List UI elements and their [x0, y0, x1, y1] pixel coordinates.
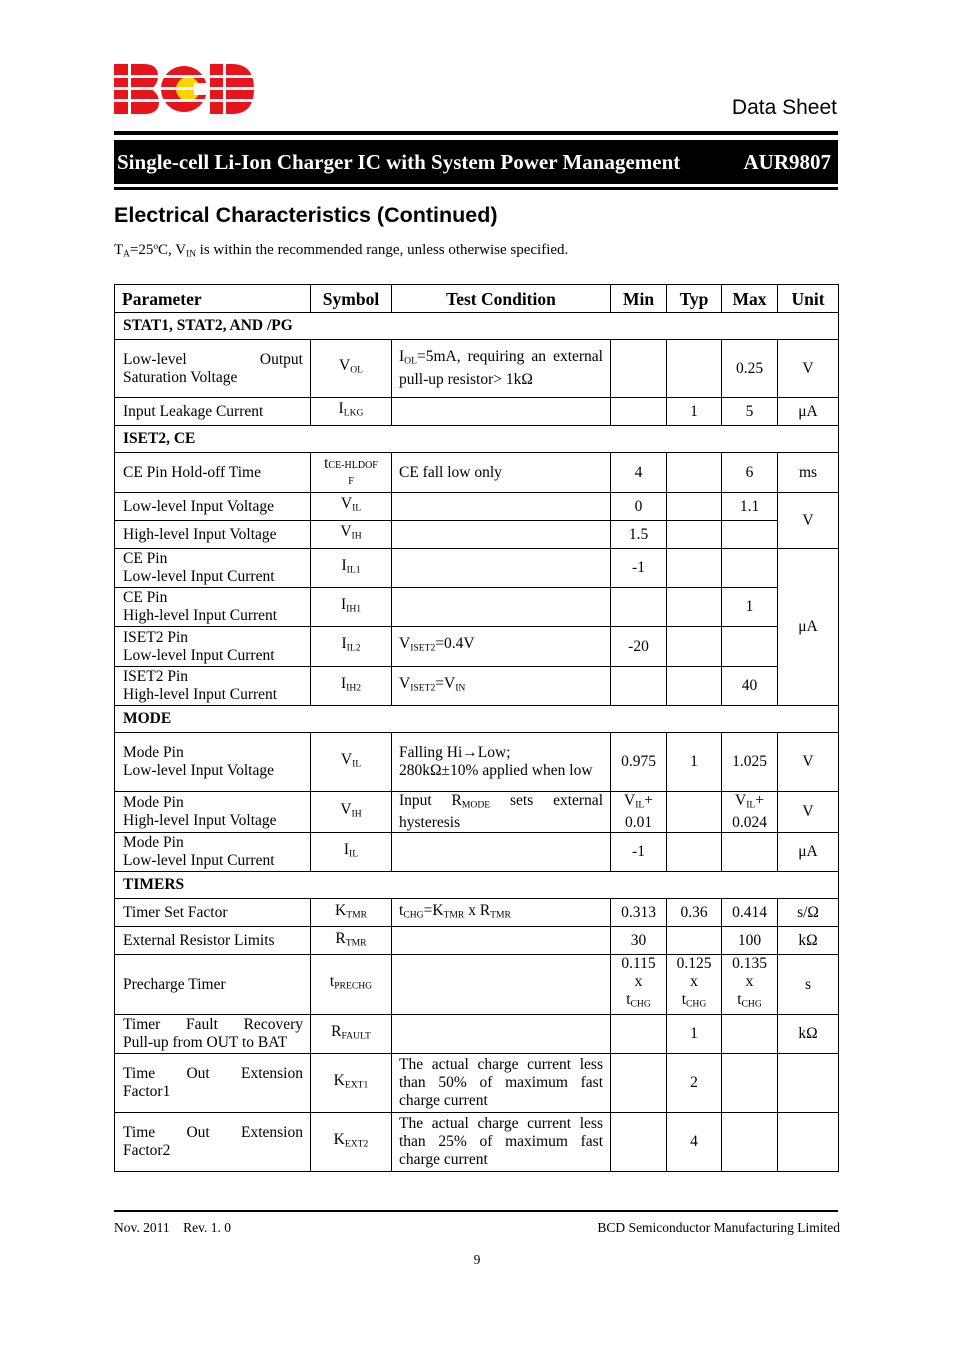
table-row	[115, 398, 839, 426]
header-test-condition: Test Condition	[392, 285, 611, 313]
table-row	[115, 588, 839, 627]
section-mode: MODE	[115, 706, 839, 733]
unit-cell: kΩ	[778, 1014, 839, 1053]
typ-cell: 2	[667, 1053, 722, 1112]
section-iset2-ce: ISET2, CE	[115, 426, 839, 453]
table-row	[115, 453, 839, 493]
typ-cell	[667, 588, 722, 627]
typ-cell	[667, 453, 722, 493]
table-row	[115, 792, 839, 833]
max-cell: 0.414	[722, 899, 778, 927]
condition-cell: $V_{ISET2}=0.4V$	[392, 627, 611, 667]
max-cell: 0.25	[722, 340, 778, 398]
table-row	[115, 493, 839, 521]
symbol-cell: $V_{IL}$	[311, 493, 392, 521]
section-row	[115, 706, 839, 733]
condition-cell: The actual charge current less than 25% of maximum fast charge current	[392, 1112, 611, 1171]
typ-cell: 4	[667, 1112, 722, 1171]
param-cell: Time Out Extension Factor2	[115, 1112, 311, 1171]
min-cell: $V_{IL}+$ 0.01	[611, 792, 667, 833]
table-row	[115, 667, 839, 706]
unit-cell: s/Ω	[778, 899, 839, 927]
condition-cell: Falling Hi→Low; 280kΩ±10% applied when low	[392, 733, 611, 792]
condition-cell: Input $R_{MODE}$ sets external hysteresis	[392, 792, 611, 833]
unit-cell: V	[778, 792, 839, 833]
section-stat: STAT1, STAT2, AND /PG	[115, 313, 839, 340]
page-number: 9	[473, 1252, 481, 1267]
condition-cell	[392, 493, 611, 521]
param-cell: Timer Set Factor	[115, 899, 311, 927]
header-typ: Typ	[667, 285, 722, 313]
min-cell: -1	[611, 833, 667, 872]
param-cell: High-level Input Voltage	[115, 521, 311, 549]
table-row	[115, 549, 839, 588]
table-header-row	[115, 285, 839, 313]
unit-cell: V	[778, 733, 839, 792]
header-symbol: Symbol	[311, 285, 392, 313]
symbol-cell: $K_{EXT1}$	[311, 1053, 392, 1112]
typ-cell: 1	[667, 733, 722, 792]
condition-cell: The actual charge current less than 50% of maximum fast charge current	[392, 1053, 611, 1112]
symbol-cell: $I_{IH1}$	[311, 588, 392, 627]
param-cell: External Resistor Limits	[115, 927, 311, 955]
header-rule	[114, 131, 838, 135]
document-title: Single-cell Li-Ion Charger IC with System Power Management	[117, 149, 681, 174]
section-row	[115, 313, 839, 340]
unit-cell: V	[778, 493, 839, 549]
typ-cell	[667, 667, 722, 706]
typ-cell: 0.125 x $t_{CHG}$	[667, 955, 722, 1014]
table-row	[115, 340, 839, 398]
min-cell	[611, 1053, 667, 1112]
unit-cell	[778, 1053, 839, 1112]
param-cell: Mode Pin Low-level Input Voltage	[115, 733, 311, 792]
max-cell: 1.025	[722, 733, 778, 792]
min-cell	[611, 1014, 667, 1053]
param-cell: Low-level Input Voltage	[115, 493, 311, 521]
max-cell	[722, 627, 778, 667]
min-cell: 0.975	[611, 733, 667, 792]
table-row	[115, 927, 839, 955]
param-cell: Timer Fault Recovery Pull-up from OUT to BAT	[115, 1014, 311, 1053]
min-cell: 0.115 x $t_{CHG}$	[611, 955, 667, 1014]
footer-company: BCD Semiconductor Manufacturing Limited	[597, 1220, 840, 1235]
min-cell: 0.313	[611, 899, 667, 927]
condition-cell	[392, 833, 611, 872]
symbol-cell: $V_{IH}$	[311, 792, 392, 833]
table-row	[115, 627, 839, 667]
typ-cell	[667, 833, 722, 872]
symbol-cell: $I_{IL2}$	[311, 627, 392, 667]
typ-cell	[667, 549, 722, 588]
condition-cell	[392, 549, 611, 588]
max-cell: 1.1	[722, 493, 778, 521]
param-cell: Input Leakage Current	[115, 398, 311, 426]
table-row	[115, 899, 839, 927]
title-rule	[114, 187, 838, 190]
unit-cell: μA	[778, 549, 839, 706]
min-cell: 4	[611, 453, 667, 493]
param-cell: CE Pin High-level Input Current	[115, 588, 311, 627]
max-cell	[722, 1053, 778, 1112]
typ-cell	[667, 792, 722, 833]
test-conditions-note: $T_A=25^oC$, $V_{IN}$ is within the recommended range, unless otherwise specified.	[114, 241, 569, 260]
symbol-cell: $R_{FAULT}$	[311, 1014, 392, 1053]
condition-cell	[392, 927, 611, 955]
section-heading: Electrical Characteristics (Continued)	[114, 203, 498, 227]
section-row	[115, 872, 839, 899]
condition-cell: $I_{OL}=5mA$, requiring an external pull-up resistor> 1kΩ	[392, 340, 611, 398]
condition-cell	[392, 955, 611, 1014]
max-cell: 6	[722, 453, 778, 493]
header-min: Min	[611, 285, 667, 313]
unit-cell: V	[778, 340, 839, 398]
param-cell: Time Out Extension Factor1	[115, 1053, 311, 1112]
symbol-cell: $t_{PRECHG}$	[311, 955, 392, 1014]
param-cell: Low-level Output Saturation Voltage	[115, 340, 311, 398]
condition-cell	[392, 1014, 611, 1053]
section-timers: TIMERS	[115, 872, 839, 899]
min-cell	[611, 588, 667, 627]
symbol-cell: $K_{TMR}$	[311, 899, 392, 927]
table-row	[115, 1014, 839, 1053]
typ-cell	[667, 493, 722, 521]
symbol-cell: $I_{IH2}$	[311, 667, 392, 706]
section-row	[115, 426, 839, 453]
unit-cell: ms	[778, 453, 839, 493]
condition-cell	[392, 521, 611, 549]
param-cell: Mode Pin Low-level Input Current	[115, 833, 311, 872]
symbol-cell: $I_{LKG}$	[311, 398, 392, 426]
param-cell: ISET2 Pin Low-level Input Current	[115, 627, 311, 667]
typ-cell	[667, 521, 722, 549]
max-cell: $V_{IL}+$ 0.024	[722, 792, 778, 833]
max-cell: 5	[722, 398, 778, 426]
typ-cell	[667, 627, 722, 667]
max-cell	[722, 833, 778, 872]
condition-cell: $t_{CHG}=K_{TMR}$ x $R_{TMR}$	[392, 899, 611, 927]
table-row	[115, 1112, 839, 1171]
condition-cell: CE fall low only	[392, 453, 611, 493]
param-cell: ISET2 Pin High-level Input Current	[115, 667, 311, 706]
max-cell	[722, 1014, 778, 1053]
max-cell: 40	[722, 667, 778, 706]
min-cell	[611, 1112, 667, 1171]
param-cell: CE Pin Low-level Input Current	[115, 549, 311, 588]
symbol-cell: $V_{IH}$	[311, 521, 392, 549]
bcd-logo	[114, 64, 254, 114]
condition-cell: $V_{ISET2}=V_{IN}$	[392, 667, 611, 706]
param-cell: Precharge Timer	[115, 955, 311, 1014]
max-cell	[722, 549, 778, 588]
footer-rule	[114, 1210, 838, 1212]
table-row	[115, 521, 839, 549]
header-unit: Unit	[778, 285, 839, 313]
min-cell	[611, 398, 667, 426]
electrical-characteristics-table	[114, 284, 839, 1172]
max-cell	[722, 1112, 778, 1171]
param-cell: Mode Pin High-level Input Voltage	[115, 792, 311, 833]
part-number: AUR9807	[743, 149, 831, 174]
condition-cell	[392, 588, 611, 627]
min-cell	[611, 667, 667, 706]
unit-cell: kΩ	[778, 927, 839, 955]
symbol-cell: $I_{IL}$	[311, 833, 392, 872]
unit-cell: μA	[778, 398, 839, 426]
param-cell: CE Pin Hold-off Time	[115, 453, 311, 493]
header-max: Max	[722, 285, 778, 313]
symbol-cell: $V_{IL}$	[311, 733, 392, 792]
typ-cell: 1	[667, 398, 722, 426]
unit-cell	[778, 1112, 839, 1171]
max-cell: 0.135 x $t_{CHG}$	[722, 955, 778, 1014]
min-cell: 30	[611, 927, 667, 955]
min-cell: -1	[611, 549, 667, 588]
title-bar	[114, 140, 838, 184]
header-parameter: Parameter	[115, 285, 311, 313]
condition-cell	[392, 398, 611, 426]
max-cell: 100	[722, 927, 778, 955]
symbol-cell: $R_{TMR}$	[311, 927, 392, 955]
footer-date-revision: Nov. 2011 Rev. 1. 0	[114, 1220, 231, 1235]
min-cell: 0	[611, 493, 667, 521]
table-row	[115, 1053, 839, 1112]
symbol-cell: $V_{OL}$	[311, 340, 392, 398]
datasheet-label: Data Sheet	[731, 96, 837, 119]
table-row	[115, 733, 839, 792]
typ-cell: 0.36	[667, 899, 722, 927]
symbol-cell: $I_{IL1}$	[311, 549, 392, 588]
typ-cell: 1	[667, 1014, 722, 1053]
min-cell: -20	[611, 627, 667, 667]
unit-cell: μA	[778, 833, 839, 872]
min-cell	[611, 340, 667, 398]
typ-cell	[667, 927, 722, 955]
unit-cell: s	[778, 955, 839, 1014]
max-cell: 1	[722, 588, 778, 627]
max-cell	[722, 521, 778, 549]
symbol-cell: $K_{EXT2}$	[311, 1112, 392, 1171]
table-row	[115, 955, 839, 1014]
typ-cell	[667, 340, 722, 398]
table-row	[115, 833, 839, 872]
symbol-cell: tCE-HLDOF F	[311, 453, 392, 493]
min-cell: 1.5	[611, 521, 667, 549]
